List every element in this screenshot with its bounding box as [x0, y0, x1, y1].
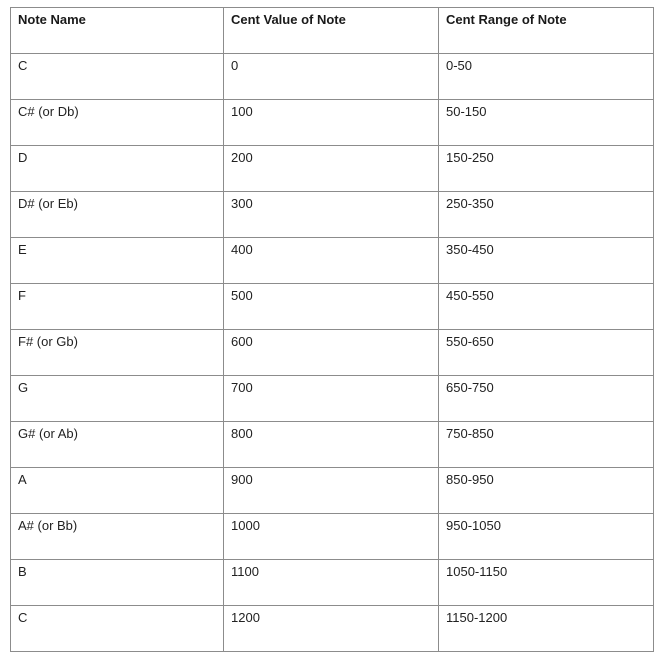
cent-value-cell: 0 — [224, 54, 439, 100]
note-name-cell: E — [11, 238, 224, 284]
header-cent-value: Cent Value of Note — [224, 8, 439, 54]
cent-range-cell: 0-50 — [439, 54, 654, 100]
cent-value-cell: 700 — [224, 376, 439, 422]
table-row — [11, 238, 654, 284]
cent-range-cell: 350-450 — [439, 238, 654, 284]
cent-range-cell: 50-150 — [439, 100, 654, 146]
cent-value-cell: 200 — [224, 146, 439, 192]
cent-value-cell: 400 — [224, 238, 439, 284]
table-row — [11, 606, 654, 652]
cent-value-cell: 800 — [224, 422, 439, 468]
note-cent-table-container — [10, 7, 654, 652]
cent-range-cell: 1150-1200 — [439, 606, 654, 652]
note-name-cell: C# (or Db) — [11, 100, 224, 146]
cent-value-cell: 1200 — [224, 606, 439, 652]
cent-value-cell: 500 — [224, 284, 439, 330]
table-row — [11, 330, 654, 376]
table-row — [11, 192, 654, 238]
cent-value-cell: 300 — [224, 192, 439, 238]
table-row — [11, 468, 654, 514]
note-name-cell: C — [11, 606, 224, 652]
table-row — [11, 422, 654, 468]
note-name-cell: A# (or Bb) — [11, 514, 224, 560]
cent-value-cell: 600 — [224, 330, 439, 376]
table-row — [11, 376, 654, 422]
note-name-cell: D — [11, 146, 224, 192]
note-name-cell: C — [11, 54, 224, 100]
cent-range-cell: 150-250 — [439, 146, 654, 192]
table-row — [11, 146, 654, 192]
header-cent-range: Cent Range of Note — [439, 8, 654, 54]
cent-range-cell: 450-550 — [439, 284, 654, 330]
cent-range-cell: 550-650 — [439, 330, 654, 376]
table-row — [11, 100, 654, 146]
cent-value-cell: 900 — [224, 468, 439, 514]
note-name-cell: G — [11, 376, 224, 422]
table-row — [11, 560, 654, 606]
note-name-cell: B — [11, 560, 224, 606]
cent-range-cell: 850-950 — [439, 468, 654, 514]
note-cent-table — [10, 7, 654, 652]
note-name-cell: F — [11, 284, 224, 330]
cent-range-cell: 250-350 — [439, 192, 654, 238]
cent-value-cell: 1100 — [224, 560, 439, 606]
table-row — [11, 54, 654, 100]
cent-range-cell: 950-1050 — [439, 514, 654, 560]
header-note-name: Note Name — [11, 8, 224, 54]
cent-value-cell: 100 — [224, 100, 439, 146]
cent-range-cell: 750-850 — [439, 422, 654, 468]
note-name-cell: D# (or Eb) — [11, 192, 224, 238]
table-header-row — [11, 8, 654, 54]
table-row — [11, 284, 654, 330]
note-name-cell: G# (or Ab) — [11, 422, 224, 468]
cent-range-cell: 650-750 — [439, 376, 654, 422]
note-name-cell: A — [11, 468, 224, 514]
cent-value-cell: 1000 — [224, 514, 439, 560]
cent-range-cell: 1050-1150 — [439, 560, 654, 606]
table-row — [11, 514, 654, 560]
note-name-cell: F# (or Gb) — [11, 330, 224, 376]
